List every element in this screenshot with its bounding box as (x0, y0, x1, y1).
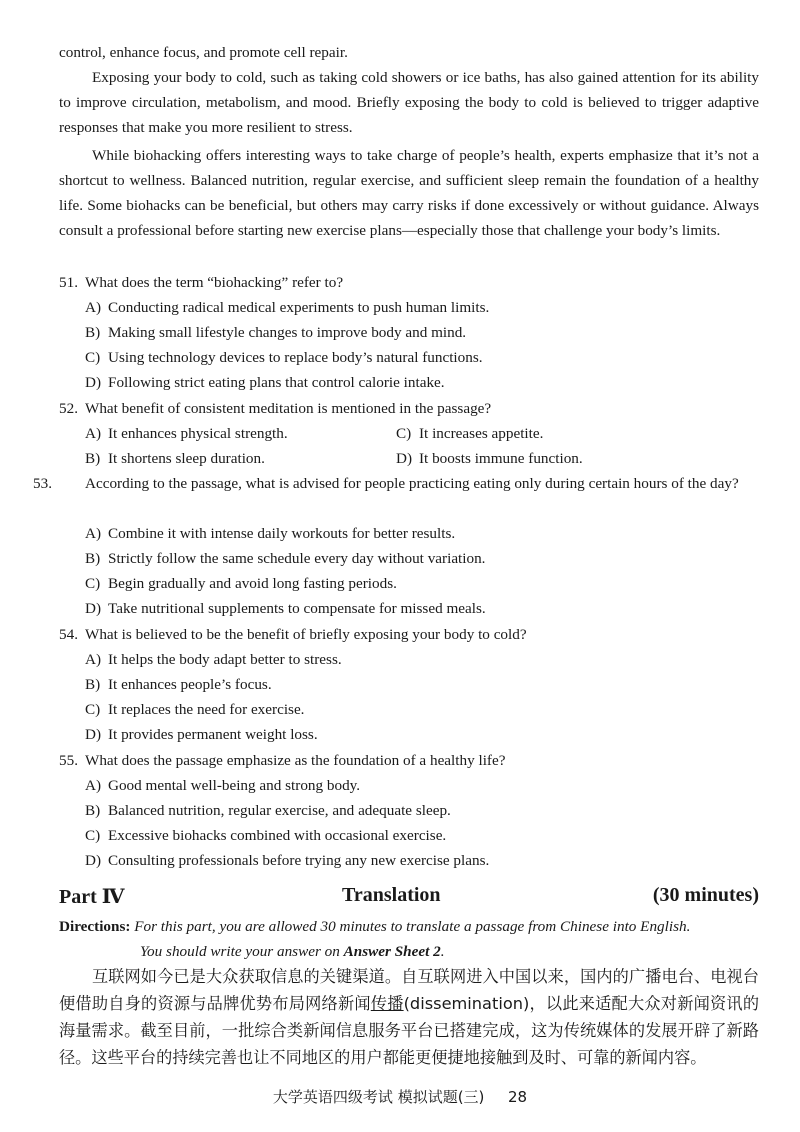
option-text: It increases appetite. (419, 425, 544, 442)
option-letter: C) (85, 701, 101, 718)
passage-paragraph-1: Exposing your body to cold, such as taking cold showers or ice baths, has also gained attention for its ability to improve circulation, metabolism, and mood. Briefly exposing the body to cold is believed to trigger adaptive responses that make you more resilient to stress. (59, 69, 759, 136)
option-letter: B) (85, 676, 101, 693)
option-text: Take nutritional supplements to compensate for missed meals. (108, 600, 486, 617)
part-header (59, 884, 759, 914)
question-text: What is believed to be the benefit of briefly exposing your body to cold? (85, 626, 527, 643)
option-letter: D) (396, 450, 413, 467)
part-title: Translation (342, 884, 441, 906)
option-letter: B) (85, 802, 101, 819)
option-54-b (85, 672, 272, 697)
option-text: Making small lifestyle changes to improve body and mind. (108, 324, 467, 341)
option-55-b (85, 798, 451, 823)
question-54 (59, 622, 759, 647)
option-text: Balanced nutrition, regular exercise, and adequate sleep. (108, 802, 451, 819)
option-letter: D) (85, 852, 102, 869)
question-53 (33, 471, 785, 496)
option-55-c (85, 823, 446, 848)
option-53-d (85, 596, 486, 621)
option-letter: A) (85, 651, 102, 668)
question-text: According to the passage, what is advised for people practicing eating only during certain hours of the day? (85, 475, 739, 492)
question-number: 51. (59, 274, 78, 291)
directions-text-2: You should write your answer on (140, 943, 344, 960)
page-footer (0, 1086, 800, 1107)
option-letter: B) (85, 324, 101, 341)
option-letter: D) (85, 726, 102, 743)
question-text: What does the passage emphasize as the foundation of a healthy life? (85, 752, 506, 769)
question-text: What benefit of consistent meditation is mentioned in the passage? (85, 400, 492, 417)
option-text: Conducting radical medical experiments to push human limits. (108, 299, 490, 316)
option-text: Begin gradually and avoid long fasting periods. (108, 575, 397, 592)
directions-period: . (440, 943, 445, 960)
part-number: Part Ⅳ (59, 886, 125, 908)
option-51-b (85, 320, 466, 345)
page-number: 28 (507, 1088, 528, 1106)
option-letter: C) (396, 425, 412, 442)
translation-underlined-term: 传播 (370, 994, 404, 1013)
option-letter: A) (85, 525, 102, 542)
translation-text-1: 互联网如今已是大众获取信息的关键渠道。自互联网进入中国以来，国内的广播电台、电视台便借助自身的资源与品牌优势布局网络新闻 (59, 967, 759, 1013)
option-text: Using technology devices to replace body’s natural functions. (108, 349, 483, 366)
option-52-c (396, 421, 543, 446)
option-52-d (396, 446, 583, 471)
option-text: Combine it with intense daily workouts for better results. (108, 525, 456, 542)
question-number: 54. (59, 626, 78, 643)
question-number: 52. (59, 400, 78, 417)
question-number: 55. (59, 752, 78, 769)
option-54-d (85, 722, 318, 747)
question-51 (59, 270, 759, 295)
question-number: 53. (33, 475, 52, 492)
part-time: (30 minutes) (652, 884, 759, 906)
answer-sheet-label: Answer Sheet 2 (343, 943, 441, 960)
passage-paragraph-2: While biohacking offers interesting ways to take charge of people’s health, experts emphasize that it’s not a shortcut to wellness. Balanced nutrition, regular exercise, and sufficient sleep remain the foundation of a healthy life. Some biohacks can be beneficial, but others may carry risks if done excessively or without guidance. Always consult a professional before starting new exercise plans—especially those that challenge your body’s limits. (59, 147, 759, 239)
directions-text-1: For this part, you are allowed 30 minutes to translate a passage from Chinese into English. (134, 918, 691, 935)
question-52 (59, 396, 759, 421)
option-55-d (85, 848, 489, 873)
option-text: Excessive biohacks combined with occasional exercise. (108, 827, 447, 844)
option-letter: D) (85, 600, 102, 617)
option-letter: B) (85, 550, 101, 567)
option-52-b (85, 446, 265, 471)
footer-title: 大学英语四级考试 模拟试题(三) (272, 1088, 485, 1106)
option-text: Following strict eating plans that control calorie intake. (108, 374, 445, 391)
option-text: It replaces the need for exercise. (108, 701, 305, 718)
option-text: Good mental well-being and strong body. (108, 777, 361, 794)
option-text: Strictly follow the same schedule every day without variation. (108, 550, 486, 567)
directions-line-1 (59, 914, 759, 939)
option-54-a (85, 647, 342, 672)
translation-text-2: (dissemination)，以此来适配大众对新闻资讯的海量需求。截至目前，一批综合类新闻信息服务平台已搭建完成，这为传统媒体的发展开辟了新路径。这些平台的持续完善也让不同地区的用户都能更便捷地接触到及时、可靠的新闻内容。 (59, 994, 760, 1067)
option-51-d (85, 370, 445, 395)
option-letter: C) (85, 827, 101, 844)
option-53-c (85, 571, 397, 596)
option-letter: C) (85, 349, 101, 366)
option-letter: A) (85, 777, 102, 794)
option-text: It boosts immune function. (419, 450, 583, 467)
option-letter: C) (85, 575, 101, 592)
option-letter: A) (85, 299, 102, 316)
option-text: It helps the body adapt better to stress. (108, 651, 342, 668)
option-51-a (85, 295, 489, 320)
option-letter: B) (85, 450, 101, 467)
option-text: Consulting professionals before trying any new exercise plans. (108, 852, 490, 869)
option-text: It shortens sleep duration. (108, 450, 265, 467)
option-53-a (85, 521, 455, 546)
directions-line-2 (140, 939, 760, 964)
translation-passage (59, 963, 759, 1071)
option-53-b (85, 546, 485, 571)
directions-label: Directions: (59, 918, 131, 935)
question-55 (59, 748, 759, 773)
option-52-a (85, 421, 288, 446)
option-55-a (85, 773, 360, 798)
option-51-c (85, 345, 483, 370)
option-text: It enhances physical strength. (108, 425, 288, 442)
option-text: It provides permanent weight loss. (108, 726, 318, 743)
option-text: It enhances people’s focus. (108, 676, 272, 693)
question-text: What does the term “biohacking” refer to? (85, 274, 344, 291)
option-letter: A) (85, 425, 102, 442)
option-letter: D) (85, 374, 102, 391)
passage-paragraph-0: control, enhance focus, and promote cell repair. (59, 44, 348, 61)
option-54-c (85, 697, 304, 722)
